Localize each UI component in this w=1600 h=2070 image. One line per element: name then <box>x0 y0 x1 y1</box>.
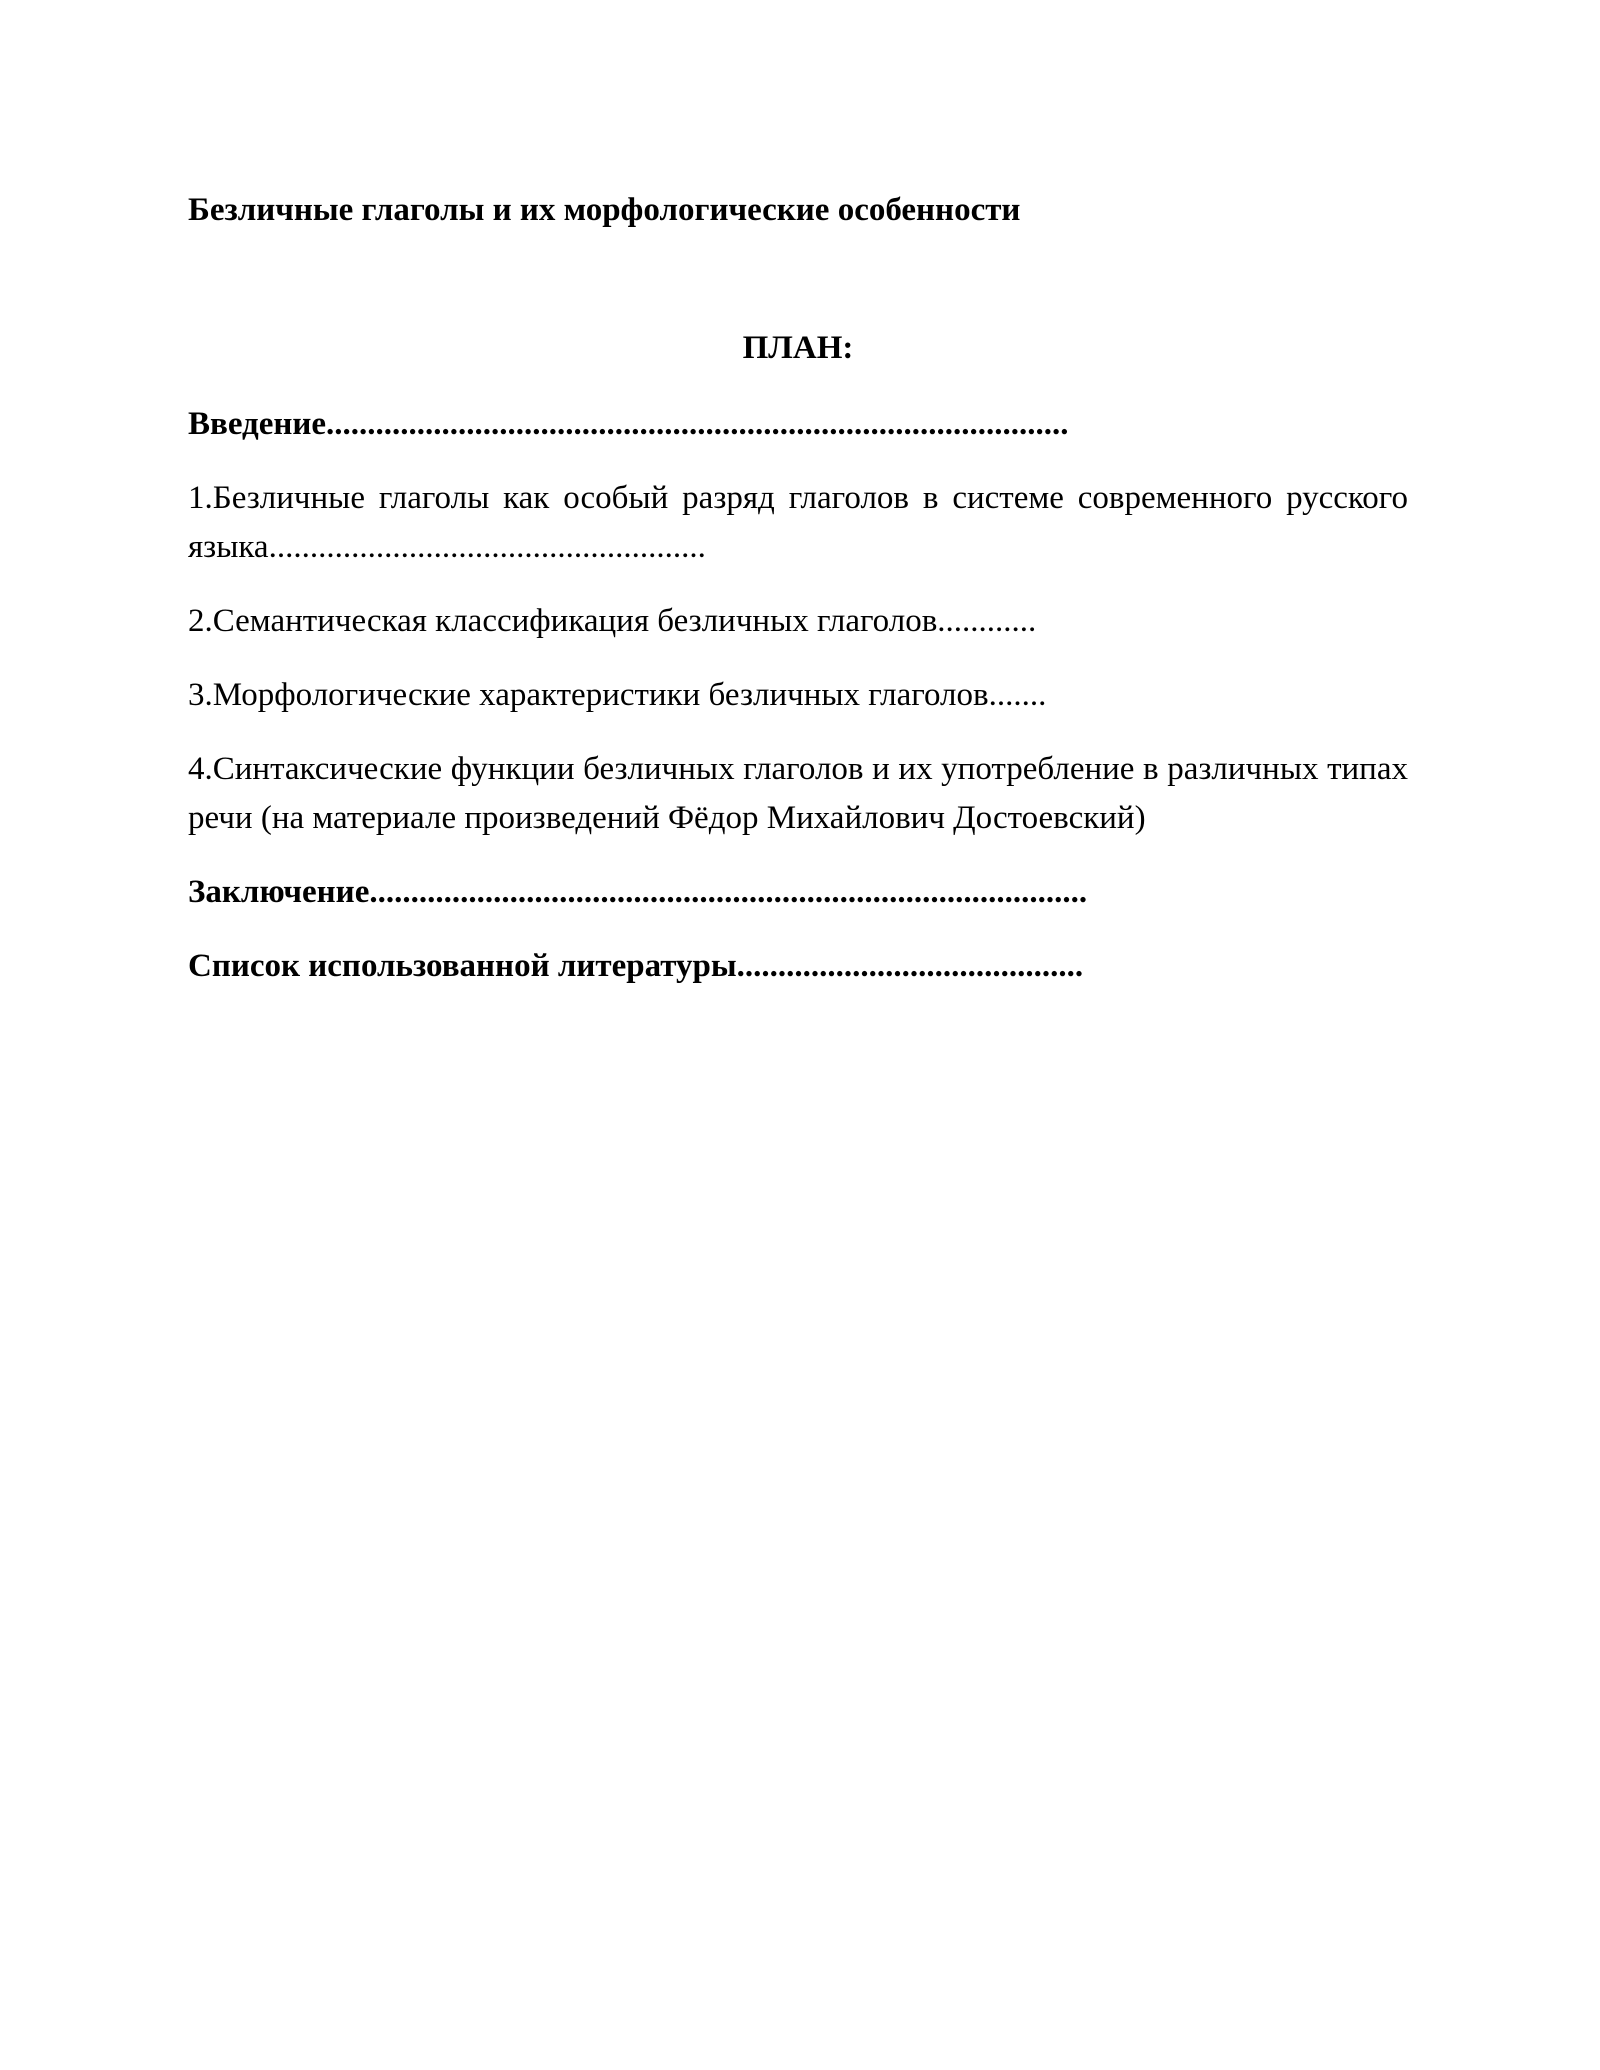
toc-item-3: 3.Морфологические характеристики безличных глаголов....... <box>188 677 1047 713</box>
table-of-contents <box>188 400 1408 991</box>
toc-item-1: 1.Безличные глаголы как особый разряд глаголов в системе современного русского языка..................................................... <box>188 480 1408 565</box>
toc-item-introduction: Введение.......................................................................................... <box>188 406 1069 442</box>
toc-item-4: 4.Синтаксические функции безличных глаголов и их употребление в различных типах речи (на материале произведений Фёдор Михайлович Достоевский) <box>188 751 1408 836</box>
page-content <box>188 186 1408 1016</box>
document-title: Безличные глаголы и их морфологические особенности <box>188 192 1021 228</box>
toc-item-conclusion: Заключение....................................................................................... <box>188 874 1088 910</box>
toc-item-bibliography: Список использованной литературы.......................................... <box>188 948 1084 984</box>
plan-heading: ПЛАН: <box>742 330 854 366</box>
toc-item-2: 2.Семантическая классификация безличных глаголов............ <box>188 603 1037 639</box>
